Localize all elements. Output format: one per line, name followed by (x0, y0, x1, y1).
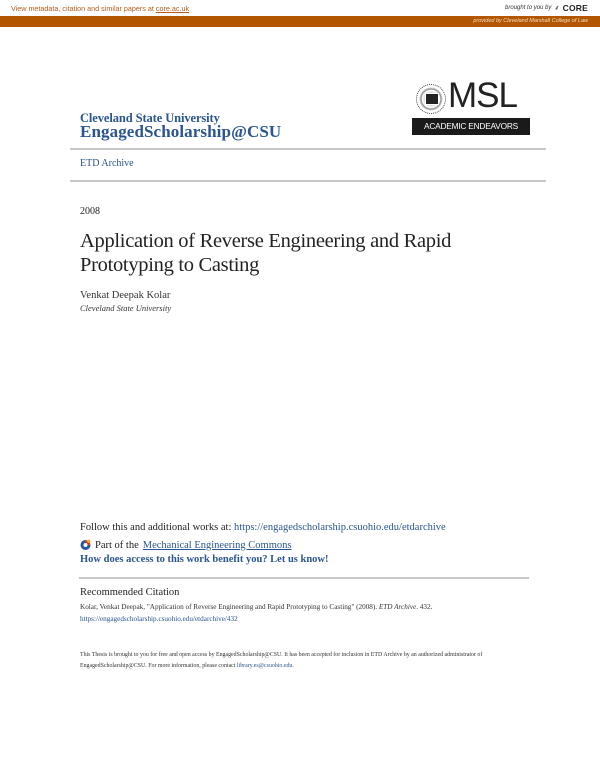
msl-logo[interactable] (412, 76, 530, 136)
divider (70, 148, 546, 150)
access-feedback-link[interactable]: How does access to this work benefit you? Let us know! (80, 554, 329, 565)
citation-url-link[interactable]: https://engagedscholarship.csuohio.edu/etdarchive/432 (80, 615, 238, 623)
core-metadata-notice: View metadata, citation and similar papers at core.ac.uk (11, 4, 190, 13)
core-bird-icon: ⸙ (554, 4, 560, 12)
citation-text: Kolar, Venkat Deepak, "Application of Reverse Engineering and Rapid Prototyping to Casting" (2008). ETD Archive. 432. (80, 603, 433, 611)
core-logo[interactable]: CORE (562, 3, 588, 13)
author-name: Venkat Deepak Kolar (80, 290, 171, 301)
repository-name[interactable]: EngagedScholarship@CSU (80, 122, 282, 141)
mechanical-engineering-commons-link[interactable]: Mechanical Engineering Commons (142, 539, 292, 551)
collection-link-wrap (80, 158, 134, 169)
university-seal-icon (416, 84, 446, 114)
footer-notice: This Thesis is brought to you for free and open access by EngagedScholarship@CSU. It has been accepted for inclusion in ETD Archive by an authorized administrator of EngagedScholarship@CSU. For more information, please contact library.es@csuohio.edu. (80, 652, 483, 669)
access-feedback-wrap (80, 554, 329, 565)
citation-url-wrap (80, 615, 238, 623)
collection-link[interactable]: ETD Archive (80, 158, 134, 169)
bepress-commons-icon (80, 539, 91, 551)
archive-url-link[interactable]: https://engagedscholarship.csuohio.edu/etdarchive (234, 522, 446, 533)
paper-title: Application of Reverse Engineering and Rapid Prototyping to Casting (80, 230, 452, 276)
core-link[interactable]: core.ac.uk (155, 4, 190, 13)
msl-logo-text: MSL (448, 76, 517, 115)
msl-tagline: ACADEMIC ENDEAVORS (412, 118, 530, 135)
contact-email-link[interactable]: library.es@csuohio.edu (236, 662, 293, 669)
core-brought-by: brought to you by ⸙ CORE (505, 3, 588, 13)
part-of-line: Part of the Mechanical Engineering Commons (80, 539, 291, 551)
core-banner (0, 0, 600, 16)
university-name[interactable]: Cleveland State University (80, 111, 220, 125)
citation-heading: Recommended Citation (80, 587, 180, 598)
divider (79, 577, 529, 579)
divider (70, 180, 546, 182)
follow-line: Follow this and additional works at: https://engagedscholarship.csuohio.edu/etdarchive (80, 522, 446, 533)
author-affiliation: Cleveland State University (80, 303, 172, 313)
core-provided-by: provided by Cleveland Marshall College of Law (473, 17, 588, 24)
publication-year: 2008 (80, 206, 100, 217)
citation-series: ETD Archive (378, 603, 417, 611)
